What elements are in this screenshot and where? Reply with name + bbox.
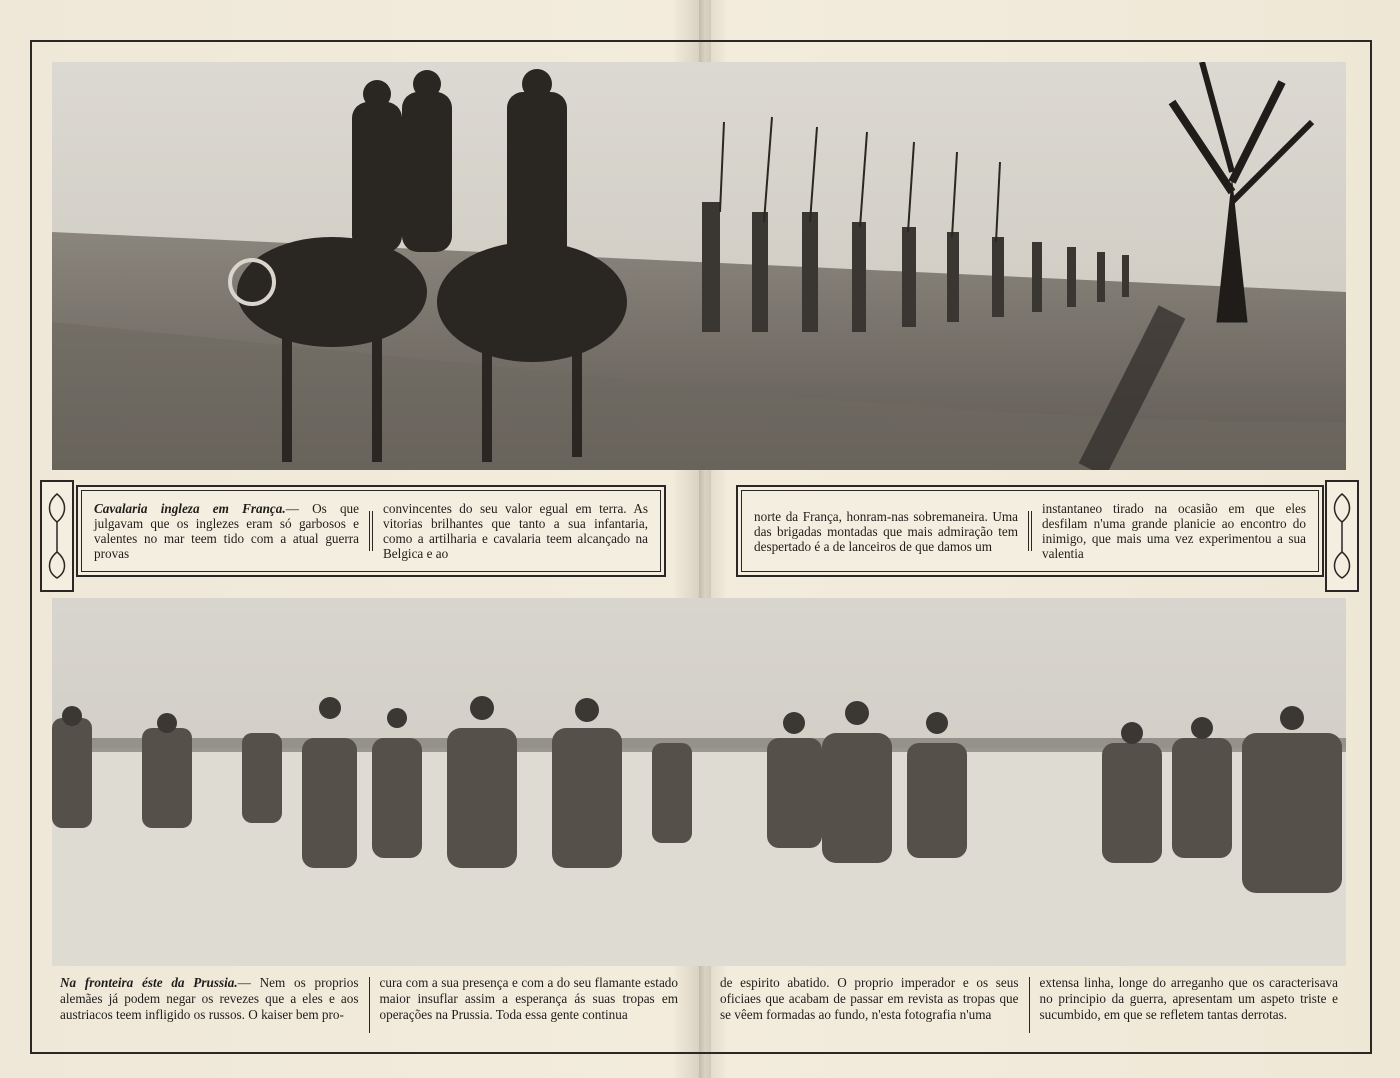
prussia-caption-col1 — [50, 975, 369, 1035]
column-divider — [1028, 511, 1032, 551]
prussia-caption-title: Na fronteira éste da Prussia. — [60, 975, 238, 990]
column-divider — [369, 511, 373, 551]
prussia-caption-text-3: de espirito abatido. O proprio imperador e os seus oficiaes que acabam de passar em revista as tropas que se vêem formadas ao fundo, n'esta fotografia n'uma — [720, 975, 1019, 1022]
cavalry-caption-title: Cavalaria ingleza em França. — [94, 501, 286, 516]
ornament-left — [40, 480, 74, 592]
gutter-gap — [688, 975, 710, 1035]
prussia-caption-text-2: cura com a sua presença e com a do seu flamante estado maior insuflar assim a esperança ás suas tropas em operações na Prussia. Toda essa gente continua — [379, 975, 678, 1022]
cavalry-caption-right — [736, 485, 1324, 577]
cavalry-caption-col1 — [94, 501, 359, 561]
cavalry-caption-left — [76, 485, 666, 577]
cavalry-caption-text-3: norte da França, honram-nas sobremaneira. Uma das brigadas montadas que mais admiração tem despertado é a de lanceiros de que damos um — [754, 508, 1018, 554]
ornament-right — [1325, 480, 1359, 592]
cavalry-caption-text-4: instantaneo tirado na ocasião em que eles desfilam n'uma grande planicie ao encontro do inimigo, que mais uma vez experimentou a sua valentia — [1042, 501, 1306, 561]
prussia-caption-text-4: extensa linha, longe do arreganho que os caracterisava no principio da guerra, apresentam um aspeto triste e sucumbido, em que se refletem tantas derrotas. — [1039, 975, 1338, 1022]
prussia-caption-text-1: — Nem os proprios alemães já podem negar os revezes que a eles e aos austriacos teem infligido os russos. O kaiser bem pro- — [60, 975, 359, 1022]
prussia-photo — [52, 598, 1346, 966]
cavalry-photo — [52, 62, 1346, 470]
cavalry-caption-text-2: convincentes do seu valor egual em terra. As vitorias brilhantes que tanto a sua infantaria, como a artilharia e cavalaria teem alcançado na Belgica e ao — [383, 501, 648, 561]
prussia-caption — [50, 975, 1348, 1035]
cavalry-caption-text-1: — Os que julgavam que os inglezes eram só garbosos e valentes no mar teem tido com a atual guerra provas — [94, 501, 360, 561]
